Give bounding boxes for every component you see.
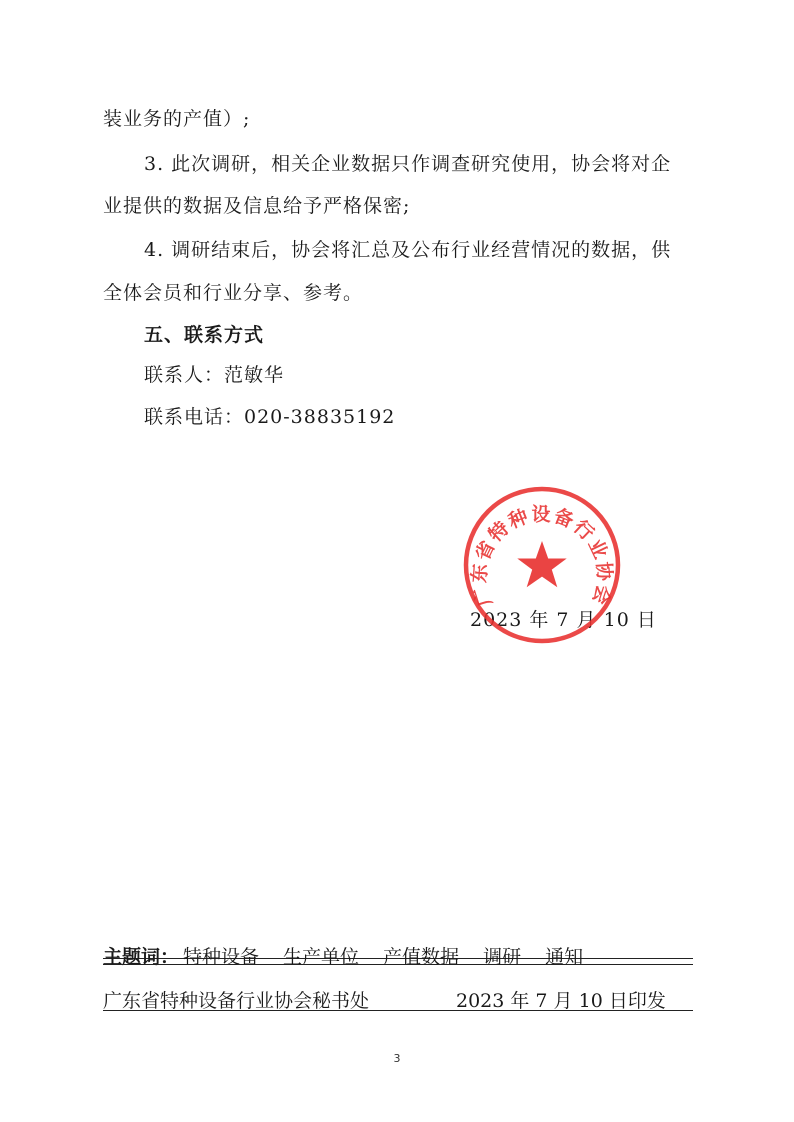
contact-person: 联系人：范敏华	[144, 364, 285, 386]
keyword: 特种设备	[183, 946, 260, 968]
keyword: 产值数据	[383, 946, 460, 968]
svg-text:广东省特种设备行业协会: 广东省特种设备行业协会	[468, 503, 616, 609]
issuer-row	[103, 986, 693, 1019]
keyword: 通知	[545, 946, 584, 968]
paragraph-continuation: 装业务的产值）;	[103, 108, 251, 130]
issuer-name: 广东省特种设备行业协会秘书处	[103, 990, 370, 1012]
item-3-line-2: 业提供的数据及信息给予严格保密;	[103, 195, 411, 217]
star-icon	[517, 541, 566, 587]
keyword: 生产单位	[283, 946, 360, 968]
contact-phone: 联系电话：020-38835192	[144, 406, 396, 428]
footer-rule-middle	[103, 964, 693, 965]
keyword: 调研	[483, 946, 522, 968]
item-4-line-1: 4. 调研结束后，协会将汇总及公布行业经营情况的数据，供	[144, 239, 672, 261]
keywords-row	[103, 942, 693, 975]
signature-date: 2023 年 7 月 10 日	[470, 609, 657, 631]
issue-date: 2023 年 7 月 10 日印发	[456, 990, 666, 1012]
section-5-heading: 五、联系方式	[144, 324, 265, 346]
footer-rule-bottom	[103, 1010, 693, 1011]
keywords-label: 主题词：	[103, 946, 180, 968]
page-number: 3	[393, 1052, 401, 1065]
official-seal	[462, 485, 622, 645]
item-4-line-2: 全体会员和行业分享、参考。	[103, 282, 364, 304]
item-3-line-1: 3. 此次调研，相关企业数据只作调查研究使用，协会将对企	[144, 153, 672, 175]
